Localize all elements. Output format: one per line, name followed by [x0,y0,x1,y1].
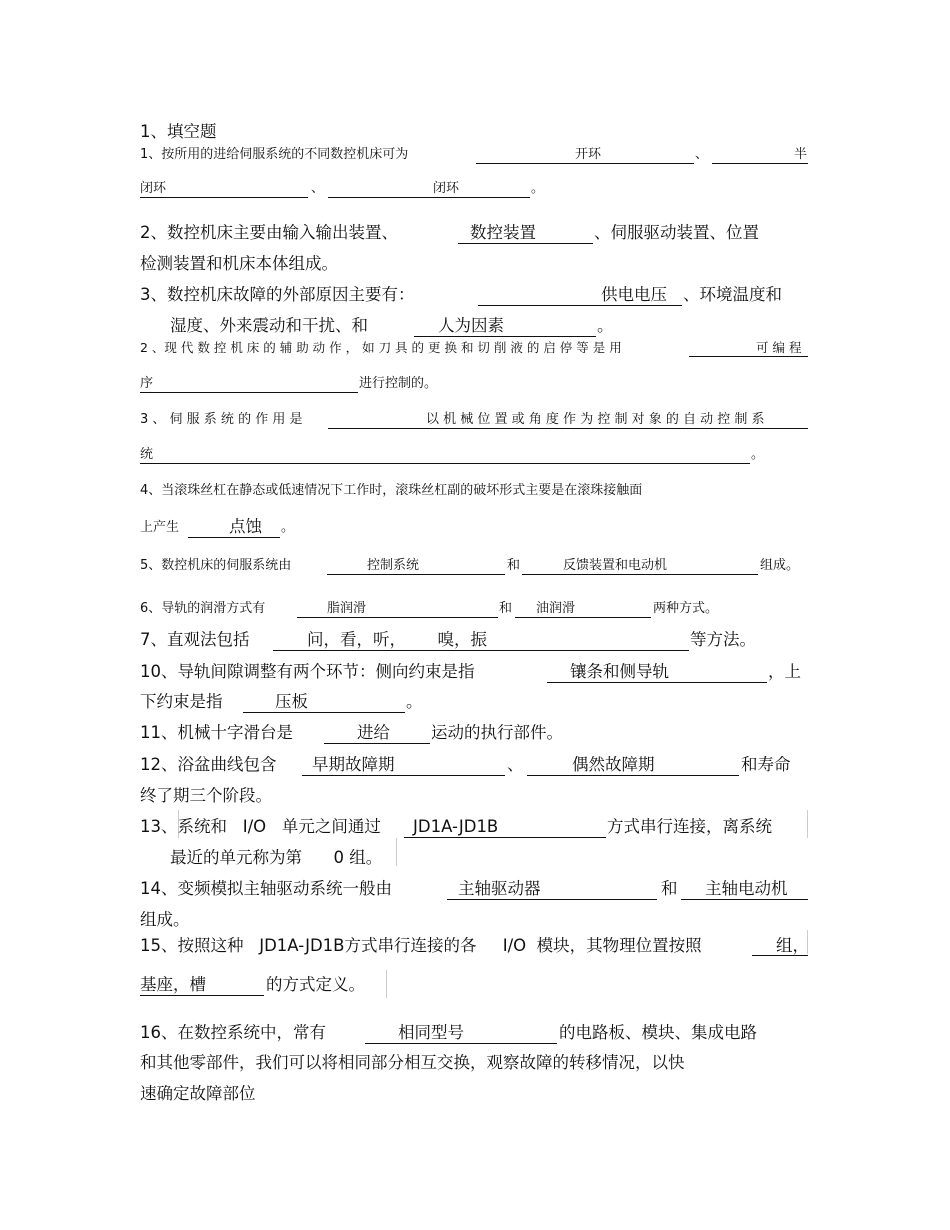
answer-text: 压板 [275,692,308,711]
margin-rule [807,810,808,838]
question-text: 方式串行连接，离系统 [607,817,772,836]
connector: 和 [499,601,513,616]
end-punct: 。 [597,316,614,335]
answer-text: 半 [794,147,808,162]
answer-line [447,899,657,900]
question-text: 湿度、外来震动和干扰、和 [170,316,368,335]
question-text: 和寿命 [741,755,791,774]
question-text: 13、系统和 I/O 单元之间通过 [140,817,381,836]
question-text: 进行控制的。 [359,376,438,391]
answer-text: 反馈装置和电动机 [563,558,668,573]
answer-line [188,537,280,538]
answer-text: 主轴电动机 [705,879,788,898]
answer-line [140,463,750,464]
question-text: 组成。 [140,910,190,929]
end-punct: 。 [751,447,765,462]
answer-text: 进给 [357,723,390,742]
answer-line [752,955,808,956]
answer-text: 以 机 械 位 置 或 角 度 作 为 控 制 对 象 的 自 动 控 制 系 [426,412,765,427]
question-text: 终了期三个阶段。 [140,786,272,805]
question-text: 4、当滚珠丝杠在静态或低速情况下工作时，滚珠丝杠副的破坏形式主要是在滚珠接触面 [140,483,643,498]
answer-line [547,682,767,683]
question-text: 6、导轨的润滑方式有 [140,601,266,616]
answer-line [681,899,808,900]
end-punct: 。 [406,692,423,711]
question-text: 和其他零部件，我们可以将相同部分相互交换，观察故障的转移情况，以快 [140,1053,685,1072]
question-text: 5、数控机床的伺服系统由 [140,558,292,573]
question-text: 的电路板、模块、集成电路 [559,1023,757,1042]
answer-text: 可 编 程 [756,340,802,355]
question-text: 14、变频模拟主轴驱动系统一般由 [140,879,392,898]
answer-line [324,743,430,744]
answer-text: 控制系统 [367,558,420,573]
answer-text: 脂润滑 [327,601,367,616]
answer-text: 点蚀 [229,517,262,536]
answer-line [243,712,405,713]
answer-text: 偶然故障期 [572,755,655,774]
question-text: 3、数控机床故障的外部原因主要有： [140,285,415,304]
question-text: 检测装置和机床本体组成。 [140,254,338,273]
margin-rule [386,970,387,998]
answer-text: 主轴驱动器 [458,879,541,898]
answer-text: 闭环 [433,181,460,196]
answer-line [328,428,808,429]
question-text: 15、按照这种 JD1A-JD1B方式串行连接的各 I/O 模块，其物理位置按照 [140,936,702,955]
answer-line [302,775,505,776]
answer-line [297,617,498,618]
answer-line [458,243,593,244]
question-text: 下约束是指 [140,692,223,711]
answer-text: 油润滑 [536,601,576,616]
question-text: 2、数控机床主要由输入输出装置、 [140,223,398,242]
question-text: 7、直观法包括 [140,630,250,649]
question-text: 等方法。 [690,630,756,649]
connector: 和 [507,558,521,573]
answer-text: 开环 [575,147,602,162]
answer-text: 数控装置 [470,223,536,242]
answer-text: JD1A-JD1B [413,817,499,836]
answer-line [414,336,596,337]
answer-line [273,650,689,651]
question-text: 两种方式。 [653,601,719,616]
end-punct: 。 [281,520,295,535]
question-text: ，上 [768,662,801,681]
answer-line [140,995,264,996]
connector: 和 [661,879,678,898]
section-heading: 1、填空题 [140,122,217,141]
question-text: 、环境温度和 [683,285,782,304]
separator: 、 [695,147,709,162]
answer-line [327,574,505,575]
end-punct: 。 [531,181,545,196]
answer-line [712,163,808,164]
answer-line [140,392,358,393]
question-text: 16、在数控系统中，常有 [140,1023,326,1042]
question-text: 11、机械十字滑台是 [140,723,293,742]
answer-text: 统 [140,447,154,462]
question-text: 运动的执行部件。 [431,723,563,742]
question-text: 速确定故障部位 [140,1084,256,1103]
question-text: 2 、现 代 数 控 机 床 的 辅 助 动 作 ， 如 刀 具 的 更 换 和 切 削 液 的 启 停 等 是 用 [140,340,622,355]
question-text: 12、浴盆曲线包含 [140,755,277,774]
answer-line [476,163,694,164]
question-text: 最近的单元称为第 0 组。 [170,848,383,867]
answer-line [522,574,758,575]
question-text: 3 、 伺 服 系 统 的 作 用 是 [140,412,303,427]
answer-text: 镶条和侧导轨 [570,662,669,681]
separator: 、 [507,755,524,774]
answer-line [689,356,808,357]
answer-text: 问，看，听， 嗅，振 [307,630,487,649]
answer-line [404,837,606,838]
answer-text: 闭环 [140,181,167,196]
answer-text: 组， [776,936,809,955]
answer-text: 早期故障期 [312,755,395,774]
answer-text: 基座，槽 [140,975,206,994]
answer-line [527,775,739,776]
answer-line [328,197,530,198]
answer-text: 序 [140,376,154,391]
answer-line [478,305,682,306]
question-text: 1、按所用的进给伺服系统的不同数控机床可为 [140,147,409,162]
answer-line [140,197,308,198]
answer-text: 人为因素 [438,316,504,335]
answer-line [365,1043,557,1044]
answer-text: 相同型号 [398,1023,464,1042]
answer-text: 供电电压 [601,285,667,304]
question-text: 上产生 [140,520,180,535]
separator: 、 [311,181,325,196]
question-text: 组成。 [760,558,800,573]
margin-rule [396,838,397,866]
question-text: 10、导轨间隙调整有两个环节：侧向约束是指 [140,662,475,681]
question-text: 的方式定义。 [266,975,365,994]
question-text: 、伺服驱动装置、位置 [594,223,759,242]
answer-line [515,617,651,618]
